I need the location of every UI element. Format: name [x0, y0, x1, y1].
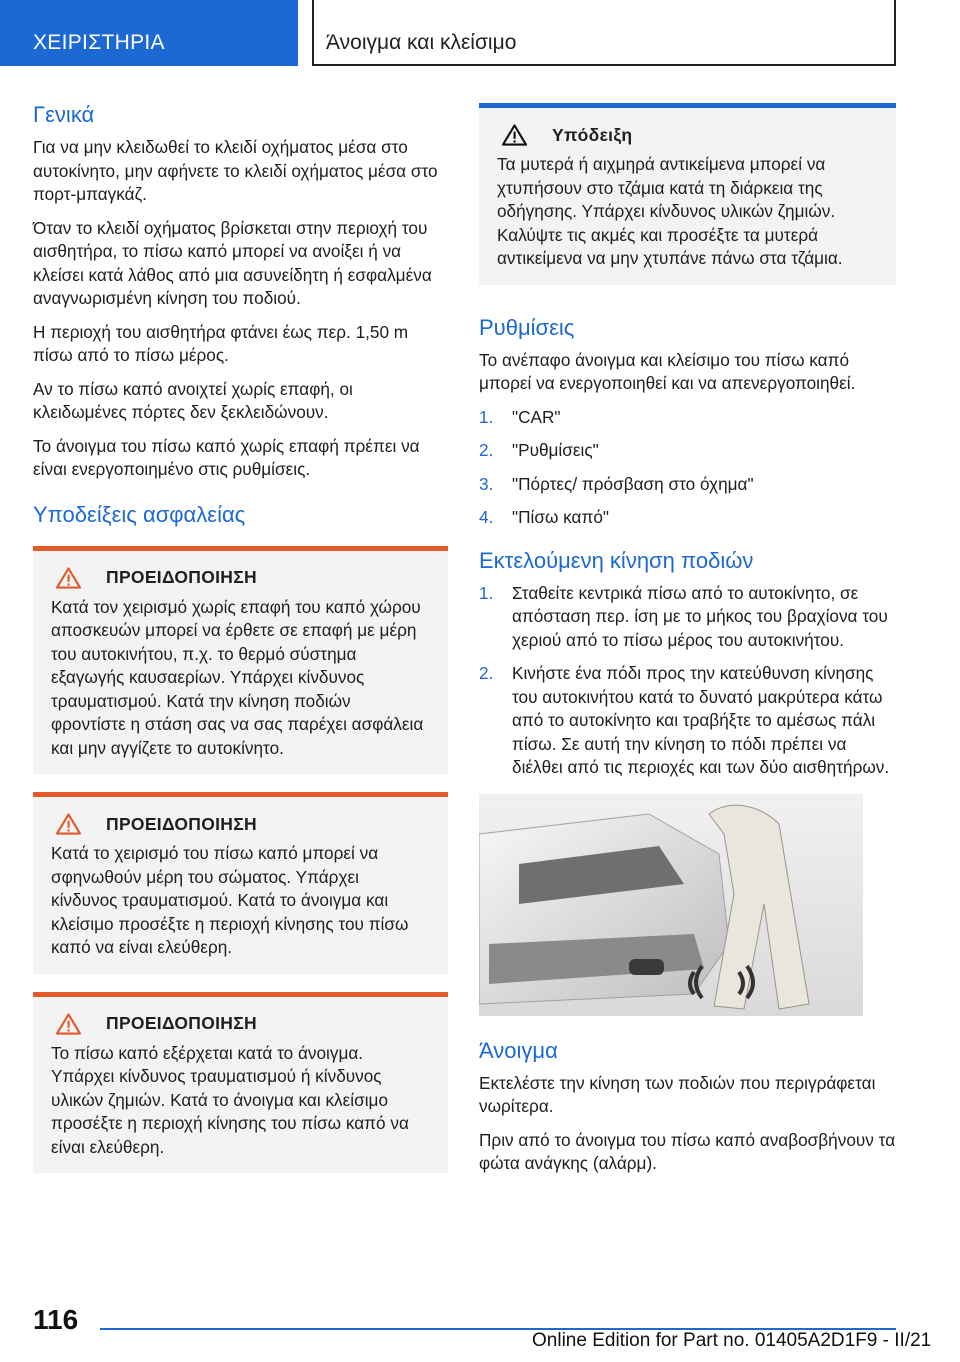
- header-underline: [312, 64, 896, 66]
- section-tab: [0, 0, 298, 66]
- warning-triangle-icon: [56, 567, 81, 589]
- warning-triangle-icon: [56, 813, 81, 835]
- edition-note: Online Edition for Part no. 01405A2D1F9 - II/21: [532, 1330, 932, 1351]
- list-item: 1. "CAR": [479, 406, 561, 427]
- car-rear-foot-image: [479, 794, 863, 1016]
- paragraph: Όταν το κλειδί οχήματος βρίσκεται στην περιοχή του αισθητήρα, το πίσω καπό μπορεί να ανοίξει ή να κλείσει κατά λάθος από μια ασυνείδητη ή εσφαλμένα αναγνωρισμένη κίνηση του ποδιού.: [33, 217, 432, 308]
- foot-movement-heading: Εκτελούμενη κίνηση ποδιών: [479, 547, 754, 573]
- list-item: 4. "Πίσω καπό": [479, 507, 609, 527]
- notice-title: Υπόδειξη: [552, 124, 633, 145]
- settings-heading: Ρυθμίσεις: [479, 314, 575, 340]
- left-column: [33, 100, 448, 1173]
- warning-title: ΠΡΟΕΙΔΟΠΟΙΗΣΗ: [106, 567, 257, 587]
- paragraph: Αν το πίσω καπό ανοιχτεί χωρίς επαφή, οι κλειδωμένες πόρτες δεν ξεκλειδώνουν.: [33, 378, 353, 422]
- foot-steps: [479, 582, 896, 780]
- paragraph: Το άνοιγμα του πίσω καπό χωρίς επαφή πρέπει να είναι ενεργοποιημένο στις ρυθμίσεις.: [33, 435, 420, 479]
- list-item: 3. "Πόρτες/ πρόσβαση στο όχημα": [479, 473, 754, 494]
- warning-text: Κατά το χειρισμό του πίσω καπό μπορεί να σφηνωθούν μέρη του σώματος. Υπάρχει κίνδυνος τραυματισμού. Κατά το άνοιγμα και κλείσιμο προσέξτε η περιοχή κίνησης του πίσω καπό να είναι ελεύθερη.: [51, 843, 409, 957]
- right-column: [479, 103, 896, 1186]
- notice-box: [479, 103, 896, 285]
- paragraph: Εκτελέστε την κίνηση των ποδιών που περιγράφεται νωρίτερα.: [479, 1072, 876, 1116]
- page-number: 116: [33, 1304, 79, 1335]
- warning-text: Κατά τον χειρισμό χωρίς επαφή του καπό χώρου αποσκευών μπορεί να έρθετε σε επαφή με μέρη του αυτοκινήτου, π.χ. το θερμό σύστημα εξαγωγής καυσαερίων. Υπάρχει κίνδυνος τραυματισμού. Κατά την κίνηση ποδιών φροντίστε η στάση σας να σας παρέχει ασφάλεια και μην αγγίζετε το αυτοκίνητο.: [51, 596, 424, 758]
- paragraph: Για να μην κλειδωθεί το κλειδί οχήματος μέσα στο αυτοκίνητο, μην αφήνετε το κλειδί οχήματος μέσα στο πορτ-μπαγκάζ.: [33, 137, 438, 204]
- foot-gesture-illustration: [479, 794, 863, 1016]
- chapter-title: Άνοιγμα και κλείσιμο: [326, 31, 517, 54]
- list-item: 2. "Ρυθμίσεις": [479, 440, 599, 460]
- warning-title: ΠΡΟΕΙΔΟΠΟΙΗΣΗ: [106, 1013, 257, 1033]
- settings-intro: Το ανέπαφο άνοιγμα και κλείσιμο του πίσω καπό μπορεί να ενεργοποιηθεί και να απενεργοποιηθεί.: [479, 349, 856, 393]
- caution-triangle-icon: [502, 124, 527, 146]
- settings-steps: [479, 406, 896, 530]
- list-item: 2. Κινήστε ένα πόδι προς την κατεύθυνση κίνησης του αυτοκινήτου κατά το δυνατό μακρύτερα κάτω από το αυτοκίνητο και τραβήξτε το αμέσως πάλι πίσω. Σε αυτή την κίνηση το πόδι πρέπει να διέλθει από τις περιοχές και των δύο αισθητήρων.: [479, 663, 890, 777]
- general-heading: Γενικά: [33, 102, 95, 127]
- list-item: 1. Σταθείτε κεντρικά πίσω από το αυτοκίνητο, σε απόσταση περ. ίση με το μήκος του βραχίονα του χεριού από το πίσω μέρος του αυτοκινήτου.: [479, 582, 888, 650]
- section-label: ΧΕΙΡΙΣΤΗΡΙΑ: [33, 31, 165, 54]
- warning-title: ΠΡΟΕΙΔΟΠΟΙΗΣΗ: [106, 813, 257, 834]
- notice-text: Τα μυτερά ή αιχμηρά αντικείμενα μπορεί να χτυπήσουν στο τζάμια κατά τη διάρκεια της οδήγησης. Υπάρχει κίνδυνος υλικών ζημιών. Καλύψτε τις ακμές και προσέξτε τα μυτερά αντικείμενα να μην χτυπάνε πάνω στα τζάμια.: [497, 154, 843, 268]
- safety-heading: Υποδείξεις ασφαλείας: [33, 501, 246, 527]
- warning-box: [33, 992, 448, 1174]
- paragraph: Η περιοχή του αισθητήρα φτάνει έως περ. 1,50 m πίσω από το πίσω μέρος.: [33, 321, 409, 365]
- page-header: [0, 0, 960, 66]
- opening-heading: Άνοιγμα: [479, 1037, 558, 1063]
- warning-box: [33, 792, 448, 974]
- warning-triangle-icon: [56, 1013, 81, 1035]
- header-divider-left: [312, 0, 314, 66]
- warning-text: Το πίσω καπό εξέρχεται κατά το άνοιγμα. Υπάρχει κίνδυνος τραυματισμού ή κίνδυνος υλικών ζημιών. Κατά το άνοιγμα και κλείσιμο προσέξτε η περιοχή κίνησης του πίσω καπό να είναι ελεύθερη.: [51, 1042, 409, 1157]
- paragraph: Πριν από το άνοιγμα του πίσω καπό αναβοσβήνουν τα φώτα ανάγκης (αλάρμ).: [479, 1129, 896, 1173]
- warning-box: [33, 546, 448, 775]
- header-divider-right: [894, 0, 896, 66]
